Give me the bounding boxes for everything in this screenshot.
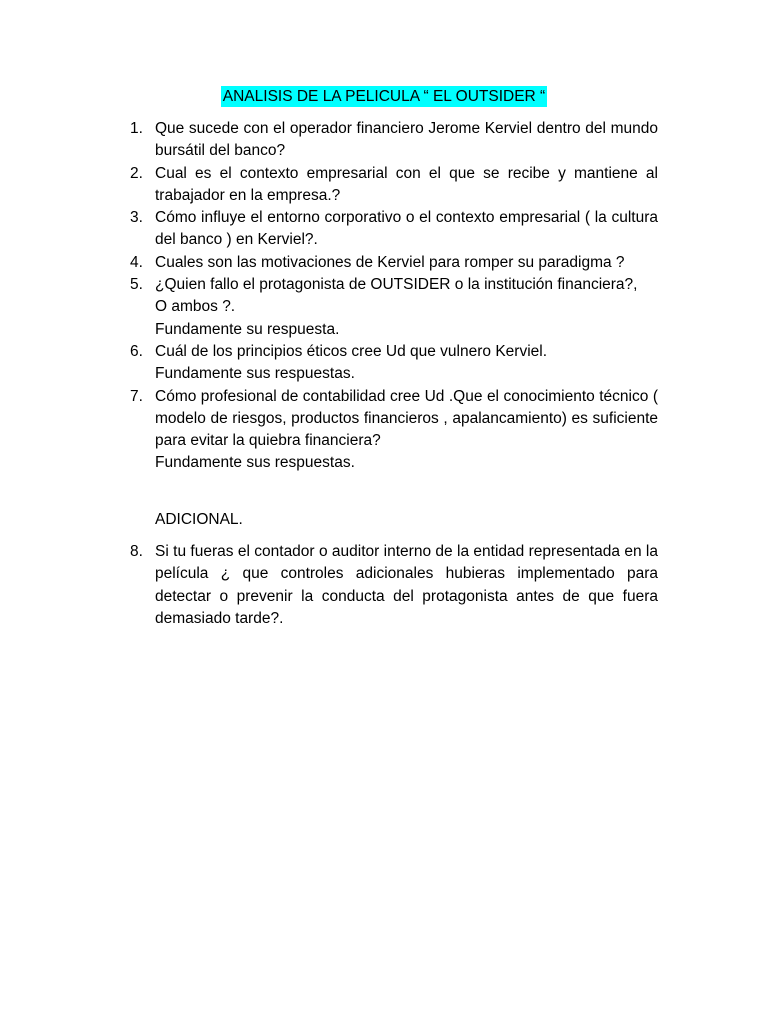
item-text: Cómo profesional de contabilidad cree Ud .Que el conocimiento técnico ( modelo de riesgos, productos financieros , apalancamiento) es suficiente para evitar la quiebra financiera? [155, 387, 658, 450]
additional-question-list [130, 541, 658, 630]
item-number: 1. [130, 120, 143, 137]
item-number: 3. [130, 209, 143, 227]
item-text-block [155, 341, 658, 386]
item-number: 8. [130, 543, 143, 560]
item-text: Cuál de los principios éticos cree Ud que vulnero Kerviel. [155, 342, 548, 360]
list-item-3 [130, 207, 658, 252]
list-item-2 [130, 163, 658, 208]
list-item-8 [130, 541, 658, 630]
item-number: 2. [130, 164, 143, 182]
document-title: ANALISIS DE LA PELICULA “ EL OUTSIDER “ [222, 88, 546, 105]
title-container [0, 86, 768, 107]
list-item-1 [130, 118, 658, 163]
additional-heading: ADICIONAL. [155, 511, 243, 528]
list-item-5 [130, 274, 658, 341]
item-extra-line: Fundamente sus respuestas. [155, 365, 355, 383]
list-item-4 [130, 252, 658, 274]
item-text: Cómo influye el entorno corporativo o el contexto empresarial ( la cultura del banco ) en Kerviel?. [155, 209, 658, 249]
item-text: Que sucede con el operador financiero Jerome Kerviel dentro del mundo bursátil del banco? [155, 120, 658, 160]
item-number: 7. [130, 387, 143, 405]
item-text-block [155, 274, 658, 341]
item-extra-line: Fundamente su respuesta. [155, 320, 340, 338]
list-item-7 [130, 386, 658, 475]
item-text: Cual es el contexto empresarial con el que se recibe y mantiene al trabajador en la empresa.? [155, 164, 658, 204]
item-extra-line: Fundamente sus respuestas. [155, 454, 355, 472]
item-extra-line: O ambos ?. [155, 298, 236, 316]
item-text-block [155, 386, 658, 475]
item-number: 5. [130, 276, 143, 294]
item-text: Si tu fueras el contador o auditor interno de la entidad representada en la película ¿ que controles adicionales hubieras implementado para detectar o prevenir la conducta del protagonista antes de que fuera demasiado tarde?. [155, 543, 658, 627]
item-number: 4. [130, 253, 143, 271]
item-text: Cuales son las motivaciones de Kerviel para romper su paradigma ? [155, 253, 625, 271]
question-list [130, 118, 658, 475]
item-text: ¿Quien fallo el protagonista de OUTSIDER o la institución financiera?, [155, 276, 638, 294]
list-item-6 [130, 341, 658, 386]
item-number: 6. [130, 342, 143, 360]
